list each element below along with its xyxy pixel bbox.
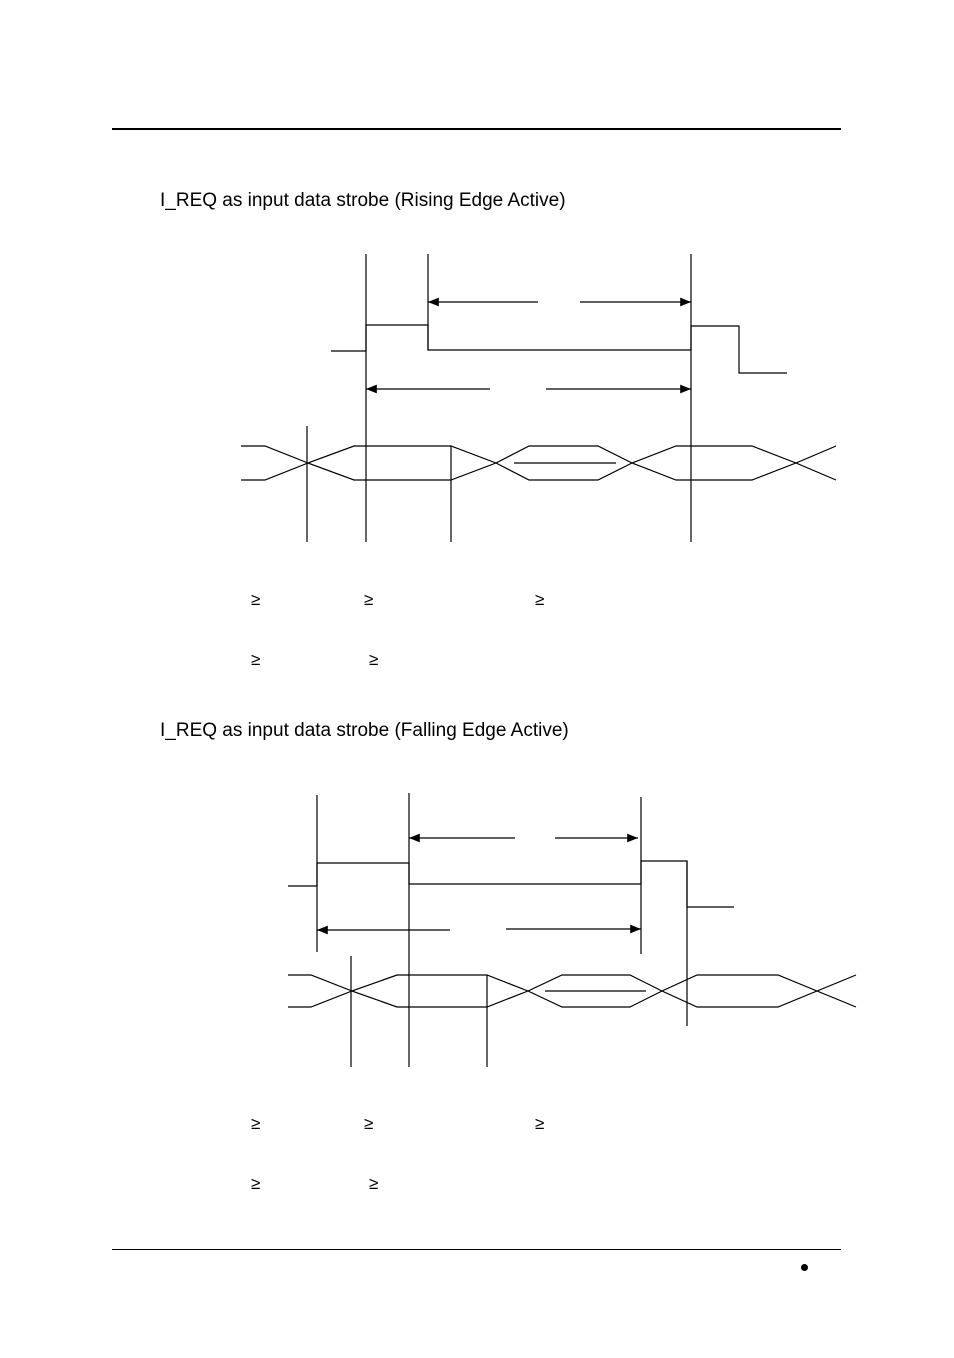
strobe-waveform	[331, 325, 787, 373]
constraint-symbol: ≥	[364, 590, 374, 609]
constraint-symbol: ≥	[251, 1114, 261, 1133]
constraint-symbol: ≥	[364, 1114, 374, 1133]
constraint-symbol: ≥	[369, 1174, 379, 1193]
timing-diagram-rising-edge	[0, 240, 954, 560]
data-bus-waveform-top	[241, 446, 836, 463]
constraint-symbol: ≥	[535, 590, 545, 609]
constraint-symbol: ≥	[369, 650, 379, 669]
strobe-waveform	[288, 861, 734, 907]
footer-rule	[112, 1249, 841, 1250]
constraint-symbol: ≥	[251, 1174, 261, 1193]
constraint-symbol: ≥	[535, 1114, 545, 1133]
constraint-symbol: ≥	[251, 650, 261, 669]
footer-bullet	[801, 1264, 808, 1271]
section-title-rising-edge: I_REQ as input data strobe (Rising Edge Active)	[160, 190, 566, 211]
section-title-falling-edge: I_REQ as input data strobe (Falling Edge Active)	[160, 720, 569, 741]
header-rule	[112, 128, 841, 130]
constraint-symbol: ≥	[251, 590, 261, 609]
data-bus-waveform-bottom	[288, 991, 856, 1007]
data-bus-waveform-top	[288, 975, 856, 991]
data-bus-waveform-bottom	[241, 463, 836, 480]
timing-diagram-falling-edge	[0, 780, 954, 1080]
